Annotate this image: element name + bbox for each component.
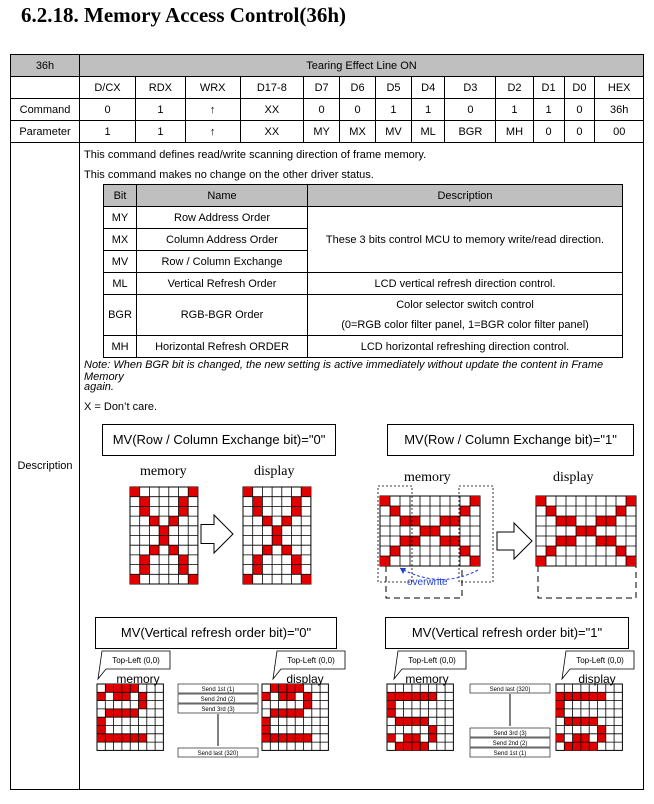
send-2-label: Send 2nd (2) [200, 697, 236, 703]
grid-cell-red [566, 516, 576, 526]
grid-cell-red [404, 742, 412, 750]
grid-cell-red [556, 536, 566, 546]
grid-cell-red [253, 506, 263, 516]
grid-cell-red [97, 717, 105, 725]
grid-cell-red [410, 516, 420, 526]
display-grid-mv0 [243, 487, 311, 584]
grid-cell-red [169, 545, 179, 555]
cell: 0 [533, 121, 564, 143]
grid-cell-red [395, 692, 403, 700]
memory-label: memory [404, 470, 451, 485]
grid-cell-red [576, 526, 586, 536]
column-header: D3 [445, 77, 496, 99]
grid-cell-red [626, 556, 636, 566]
top-left-label: Top-Left (0,0) [408, 656, 456, 665]
grid-cell-red [404, 734, 412, 742]
grid-cell-red [279, 734, 287, 742]
grid-cell-red [159, 536, 169, 546]
send-1-label: Send 1st (1) [201, 687, 235, 693]
grid-cell-red [292, 506, 302, 516]
bit-name: Horizontal Refresh ORDER [137, 336, 308, 358]
row-label: Parameter [11, 121, 80, 143]
grid-cell-red [122, 734, 130, 742]
cell: 0 [304, 99, 340, 121]
grid-cell-red [596, 516, 606, 526]
top-left-label: Top-Left (0,0) [112, 656, 160, 665]
grid-cell-red [450, 536, 460, 546]
grid-cell-red [470, 496, 480, 506]
ml1-title-box: MV(Vertical refresh order bit)="1" [385, 617, 629, 649]
grid-cell-red [556, 734, 564, 742]
grid-cell-red [179, 497, 189, 507]
cell: 0 [445, 99, 496, 121]
grid-cell-red [581, 692, 589, 700]
grid-cell-red [395, 717, 403, 725]
grid-cell-red [420, 526, 430, 536]
grid-cell-red [556, 709, 564, 717]
bit-cell: MY [104, 207, 137, 229]
name-header: Name [137, 185, 308, 207]
column-header: D1 [533, 77, 564, 99]
grid-cell-red [581, 717, 589, 725]
grid-cell-red [130, 574, 140, 584]
grid-cell-red [598, 734, 606, 742]
description-line: This command defines read/write scanning direction of frame memory. [84, 149, 427, 161]
desc-header: Description [308, 185, 623, 207]
grid-cell-red [566, 536, 576, 546]
grid-cell-red [253, 565, 263, 575]
top-left-label: Top-Left (0,0) [287, 656, 335, 665]
memory-label: memory [405, 672, 449, 686]
bit-header: Bit [104, 185, 137, 207]
grid-cell-red [420, 717, 428, 725]
bit-desc: LCD vertical refresh direction control. [308, 273, 623, 295]
bit-desc-line: Color selector switch control [396, 299, 534, 311]
grid-cell-red [301, 487, 311, 497]
description-label: Description [11, 143, 80, 790]
grid-cell-red [390, 546, 400, 556]
cell: 0 [340, 99, 376, 121]
grid-cell-red [390, 506, 400, 516]
grid-cell-red [279, 709, 287, 717]
grid-cell-red [262, 734, 270, 742]
grid-cell-red [287, 692, 295, 700]
grid-cell-red [105, 734, 113, 742]
grid-cell-red [287, 709, 295, 717]
bit-name: Vertical Refresh Order [137, 273, 308, 295]
display-label: display [553, 470, 594, 485]
bit-name: Row / Column Exchange [137, 251, 308, 273]
cell: 1 [411, 99, 444, 121]
column-header: D0 [564, 77, 595, 99]
mv0-title-box: MV(Row / Column Exchange bit)="0" [102, 424, 336, 456]
cell: 1 [376, 99, 412, 121]
grid-cell-red [546, 546, 556, 556]
grid-cell-red [429, 726, 437, 734]
grid-cell-red [243, 487, 253, 497]
grid-cell-red [556, 701, 564, 709]
grid-cell-red [412, 742, 420, 750]
grid-cell-red [105, 684, 113, 692]
column-header: D17-8 [240, 77, 304, 99]
grid-cell-red [596, 536, 606, 546]
cell: ↑ [185, 99, 240, 121]
cell: MH [496, 121, 533, 143]
memory-label: memory [116, 672, 160, 686]
grid-cell-red [400, 536, 410, 546]
grid-cell-red [301, 574, 311, 584]
grid-cell-red [97, 692, 105, 700]
grid-cell-red [616, 506, 626, 516]
grid-cell-red [380, 496, 390, 506]
grid-cell-red [272, 526, 282, 536]
grid-cell-red [270, 709, 278, 717]
bit-cell: MH [104, 336, 137, 358]
grid-cell-red [589, 742, 597, 750]
grid-cell-red [149, 545, 159, 555]
grid-cell-red [253, 555, 263, 565]
grid-cell-red [97, 734, 105, 742]
bit-cell: BGR [104, 295, 137, 336]
grid-cell-red [412, 717, 420, 725]
display-label: display [254, 464, 295, 479]
grid-cell-red [387, 734, 395, 742]
cell: 36h [595, 99, 644, 121]
grid-cell-red [626, 496, 636, 506]
top-left-label: Top-Left (0,0) [576, 656, 624, 665]
grid-cell-red [573, 717, 581, 725]
grid-cell-red [270, 684, 278, 692]
send-last-label: Send last (320) [489, 687, 531, 693]
grid-cell-red [97, 726, 105, 734]
grid-cell-red [140, 506, 150, 516]
grid-cell-red [536, 556, 546, 566]
cell: XX [240, 99, 304, 121]
grid-cell-red [430, 526, 440, 536]
send-3-label: Send 3rd (3) [201, 707, 235, 713]
note-text: Note: When BGR bit is changed, the new setting is active immediately without update the content in Frame Memory [84, 359, 604, 383]
dashed-outline [538, 566, 636, 598]
grid-cell-red [573, 742, 581, 750]
grid-cell-red [139, 692, 147, 700]
grid-cell-red [149, 516, 159, 526]
grid-cell-red [304, 701, 312, 709]
grid-cell-red [404, 717, 412, 725]
grid-cell-red [292, 565, 302, 575]
memory-grid-mv0 [130, 487, 198, 584]
column-header: D4 [411, 77, 444, 99]
grid-cell-red [243, 574, 253, 584]
grid-cell-red [130, 709, 138, 717]
grid-cell-red [429, 692, 437, 700]
bit-name: Column Address Order [137, 229, 308, 251]
column-header: D/CX [80, 77, 136, 99]
grid-cell-red [460, 506, 470, 516]
grid-cell-red [304, 692, 312, 700]
column-header: D5 [376, 77, 412, 99]
grid-cell-red [440, 516, 450, 526]
grid-cell-red [140, 565, 150, 575]
grid-cell-red [598, 692, 606, 700]
row-label: Command [11, 99, 80, 121]
grid-cell-red [282, 545, 292, 555]
overwrite-label: overwrite [407, 577, 448, 588]
cell: 0 [564, 121, 595, 143]
grid-cell-red [139, 701, 147, 709]
grid-cell-red [564, 742, 572, 750]
bit-name: RGB-BGR Order [137, 295, 308, 336]
grid-cell-red [262, 545, 272, 555]
grid-cell-red [380, 556, 390, 566]
grid-cell-red [573, 734, 581, 742]
cell: 0 [80, 99, 136, 121]
send-2-label: Send 2nd (2) [492, 741, 528, 747]
grid-cell-red [387, 692, 395, 700]
bit-group-desc: These 3 bits control MCU to memory write/read direction. [308, 207, 623, 273]
grid-cell-red [122, 692, 130, 700]
cell: 00 [595, 121, 644, 143]
grid-cell-red [536, 496, 546, 506]
grid-cell-red [400, 516, 410, 526]
grid-cell-red [130, 487, 140, 497]
cell: 0 [564, 99, 595, 121]
grid-cell-red [598, 726, 606, 734]
column-header: D7 [304, 77, 340, 99]
grid-cell-red [272, 536, 282, 546]
bit-desc-line: (0=RGB color filter panel, 1=BGR color filter panel) [341, 319, 589, 331]
memory-grid-mv1 [380, 496, 480, 566]
column-header: RDX [136, 77, 186, 99]
cell: 1 [496, 99, 533, 121]
display-label: display [286, 672, 324, 686]
mv1-title-box: MV(Row / Column Exchange bit)="1" [387, 424, 634, 456]
column-header: HEX [595, 77, 644, 99]
cell: XX [240, 121, 304, 143]
grid-cell-red [262, 717, 270, 725]
send-3-label: Send 3rd (3) [493, 731, 527, 737]
ml0-title-box: MV(Vertical refresh order bit)="0" [95, 617, 337, 649]
grid-cell-red [410, 536, 420, 546]
grid-cell-red [140, 555, 150, 565]
send-last-label: Send last (320) [197, 751, 239, 757]
bit-cell: MV [104, 251, 137, 273]
cell: MX [340, 121, 376, 143]
grid-cell-red [606, 516, 616, 526]
grid-cell-red [564, 692, 572, 700]
grid-cell-red [159, 526, 169, 536]
grid-cell-red [429, 734, 437, 742]
grid-cell-red [581, 742, 589, 750]
column-header: D2 [496, 77, 533, 99]
grid-cell-red [292, 497, 302, 507]
grid-cell-red [122, 709, 130, 717]
grid-cell-red [581, 734, 589, 742]
column-header: WRX [185, 77, 240, 99]
command-code: 36h [11, 55, 80, 77]
cell: ↑ [185, 121, 240, 143]
grid-cell-red [412, 692, 420, 700]
grid-cell-red [279, 692, 287, 700]
grid-cell-red [387, 709, 395, 717]
grid-cell-red [262, 516, 272, 526]
memory-label: memory [140, 464, 187, 479]
grid-cell-red [179, 506, 189, 516]
grid-cell-red [589, 692, 597, 700]
cell: BGR [445, 121, 496, 143]
description-line: This command makes no change on the other driver status. [84, 169, 374, 181]
grid-cell-red [387, 701, 395, 709]
grid-cell-red [188, 487, 198, 497]
grid-cell-red [295, 734, 303, 742]
dont-care-text: X = Don’t care. [84, 401, 158, 413]
memory-grid-ml1 [387, 684, 453, 750]
grid-cell-red [262, 726, 270, 734]
grid-cell-red [253, 497, 263, 507]
grid-cell-red [140, 497, 150, 507]
grid-cell-red [450, 516, 460, 526]
display-label: display [578, 672, 616, 686]
arrow-icon [201, 515, 233, 553]
grid-cell-red [282, 516, 292, 526]
grid-cell-red [287, 734, 295, 742]
grid-cell-red [395, 742, 403, 750]
grid-cell-red [404, 692, 412, 700]
grid-cell-red [556, 516, 566, 526]
grid-cell-red [304, 734, 312, 742]
bit-cell: MX [104, 229, 137, 251]
grid-cell-red [179, 555, 189, 565]
grid-cell-red [262, 692, 270, 700]
grid-cell-red [586, 526, 596, 536]
grid-cell-red [616, 546, 626, 556]
grid-cell-red [440, 536, 450, 546]
cell: MV [376, 121, 412, 143]
bit-cell: ML [104, 273, 137, 295]
grid-cell-red [292, 555, 302, 565]
grid-cell-red [105, 709, 113, 717]
bit-name: Row Address Order [137, 207, 308, 229]
command-name: Tearing Effect Line ON [80, 55, 644, 77]
display-grid-ml0 [262, 684, 328, 750]
memory-grid-ml0 [97, 684, 163, 750]
grid-cell-red [420, 692, 428, 700]
arrow-icon [497, 523, 532, 559]
grid-cell-red [573, 692, 581, 700]
bit-desc: LCD horizontal refreshing direction control. [308, 336, 623, 358]
grid-cell-red [114, 709, 122, 717]
display-grid-mv1 [536, 496, 636, 566]
grid-cell-red [546, 506, 556, 516]
grid-cell-red [270, 734, 278, 742]
grid-cell-red [564, 717, 572, 725]
cell: MY [304, 121, 340, 143]
grid-cell-red [420, 742, 428, 750]
page-title: 6.2.18. Memory Access Control(36h) [21, 3, 347, 27]
grid-cell-red [606, 536, 616, 546]
grid-cell-red [139, 734, 147, 742]
note-text-cont: again. [84, 381, 114, 393]
cell: ML [411, 121, 444, 143]
cell: 1 [136, 99, 186, 121]
grid-cell-red [470, 556, 480, 566]
grid-cell-red [114, 734, 122, 742]
grid-cell-red [556, 692, 564, 700]
display-grid-ml1 [556, 684, 622, 750]
grid-cell-red [295, 709, 303, 717]
grid-cell-red [169, 516, 179, 526]
grid-cell-red [412, 734, 420, 742]
send-1-label: Send 1st (1) [493, 751, 527, 757]
grid-cell-red [179, 565, 189, 575]
grid-cell-red [460, 546, 470, 556]
cell: 1 [136, 121, 186, 143]
cell: 1 [80, 121, 136, 143]
cell: 1 [533, 99, 564, 121]
column-header: D6 [340, 77, 376, 99]
grid-cell-red [130, 734, 138, 742]
grid-cell-red [114, 692, 122, 700]
grid-cell-red [188, 574, 198, 584]
grid-cell-red [589, 717, 597, 725]
